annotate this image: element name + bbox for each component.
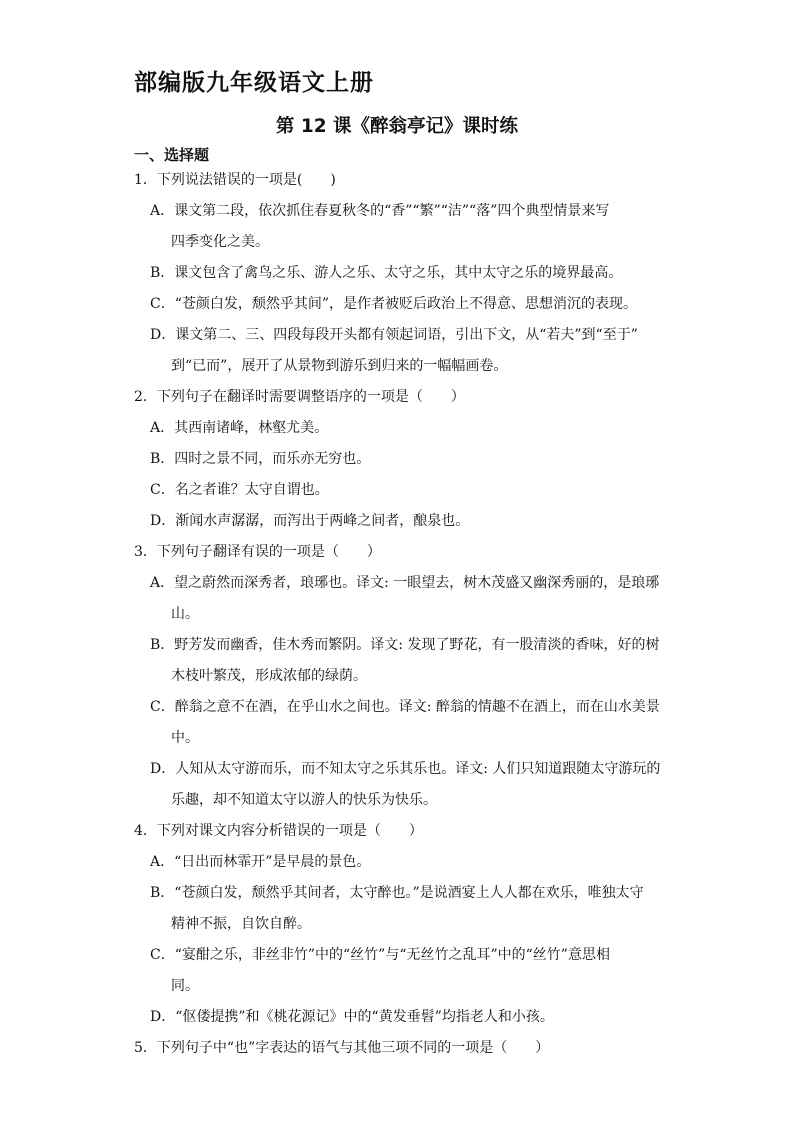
option-line: D．课文第二、三、四段每段开头都有领起词语，引出下文，从“若夫”到“至于” xyxy=(150,327,638,343)
option-line: C．“苍颜白发，颓然乎其间”，是作者被贬后政治上不得意、思想消沉的表现。 xyxy=(150,296,638,312)
option-continuation: 山。 xyxy=(171,606,199,622)
option-line: B．课文包含了禽鸟之乐、游人之乐、太守之乐，其中太守之乐的境界最高。 xyxy=(150,265,623,281)
option-line: A．望之蔚然而深秀者，琅琊也。译文: 一眼望去，树木茂盛又幽深秀丽的，是琅琊 xyxy=(150,575,660,591)
option-line: D．“伛偻提携”和《桃花源记》中的“黄发垂髫”均指老人和小孩。 xyxy=(150,1009,554,1025)
option-continuation: 四季变化之美。 xyxy=(171,234,269,250)
option-line: D．渐闻水声潺潺，而泻出于两峰之间者，酿泉也。 xyxy=(150,513,470,529)
option-continuation: 乐趣，却不知道太守以游人的快乐为快乐。 xyxy=(171,792,437,808)
option-line: A．课文第二段，依次抓住春夏秋冬的“香”“繁”“洁”“落”四个典型情景来写 xyxy=(150,203,610,219)
section-heading: 一、选择题 xyxy=(134,146,210,164)
question-stem: 3．下列句子翻译有误的一项是（ ） xyxy=(134,544,381,560)
option-line: D．人知从太守游而乐，而不知太守之乐其乐也。译文: 人们只知道跟随太守游玩的 xyxy=(150,761,661,777)
option-line: B．“苍颜白发，颓然乎其间者，太守醉也。”是说酒宴上人人都在欢乐，唯独太守 xyxy=(150,885,644,901)
book-title: 部编版九年级语文上册 xyxy=(134,70,374,96)
question-stem: 4．下列对课文内容分析错误的一项是（ ） xyxy=(134,823,423,839)
option-continuation: 中。 xyxy=(171,730,199,746)
question-stem: 2．下列句子在翻译时需要调整语序的一项是（ ） xyxy=(134,389,465,405)
question-stem: 5．下列句子中“也”字表达的语气与其他三项不同的一项是（ ） xyxy=(134,1040,550,1056)
option-continuation: 到“已而”，展开了从景物到游乐到归来的一幅幅画卷。 xyxy=(171,358,508,374)
option-continuation: 同。 xyxy=(171,978,199,994)
option-line: A．其西南诸峰，林壑尤美。 xyxy=(150,420,329,436)
option-line: B．野芳发而幽香，佳木秀而繁阴。译文: 发现了野花，有一股清淡的香味，好的树 xyxy=(150,637,660,653)
option-line: C．名之者谁？太守自谓也。 xyxy=(150,482,329,498)
question-stem: 1．下列说法错误的一项是( ) xyxy=(134,172,336,188)
option-continuation: 精神不振，自饮自醉。 xyxy=(171,916,311,932)
option-line: A．“日出而林霏开”是早晨的景色。 xyxy=(150,854,371,870)
lesson-title: 第 12 课《醉翁亭记》课时练 xyxy=(275,116,519,137)
option-line: B．四时之景不同，而乐亦无穷也。 xyxy=(150,451,371,467)
option-continuation: 木枝叶繁茂，形成浓郁的绿荫。 xyxy=(171,668,367,684)
option-line: C．“宴酣之乐，非丝非竹”中的“丝竹”与“无丝竹之乱耳”中的“丝竹”意思相 xyxy=(150,947,610,963)
option-line: C．醉翁之意不在酒，在乎山水之间也。译文: 醉翁的情趣不在酒上，而在山水美景 xyxy=(150,699,660,715)
